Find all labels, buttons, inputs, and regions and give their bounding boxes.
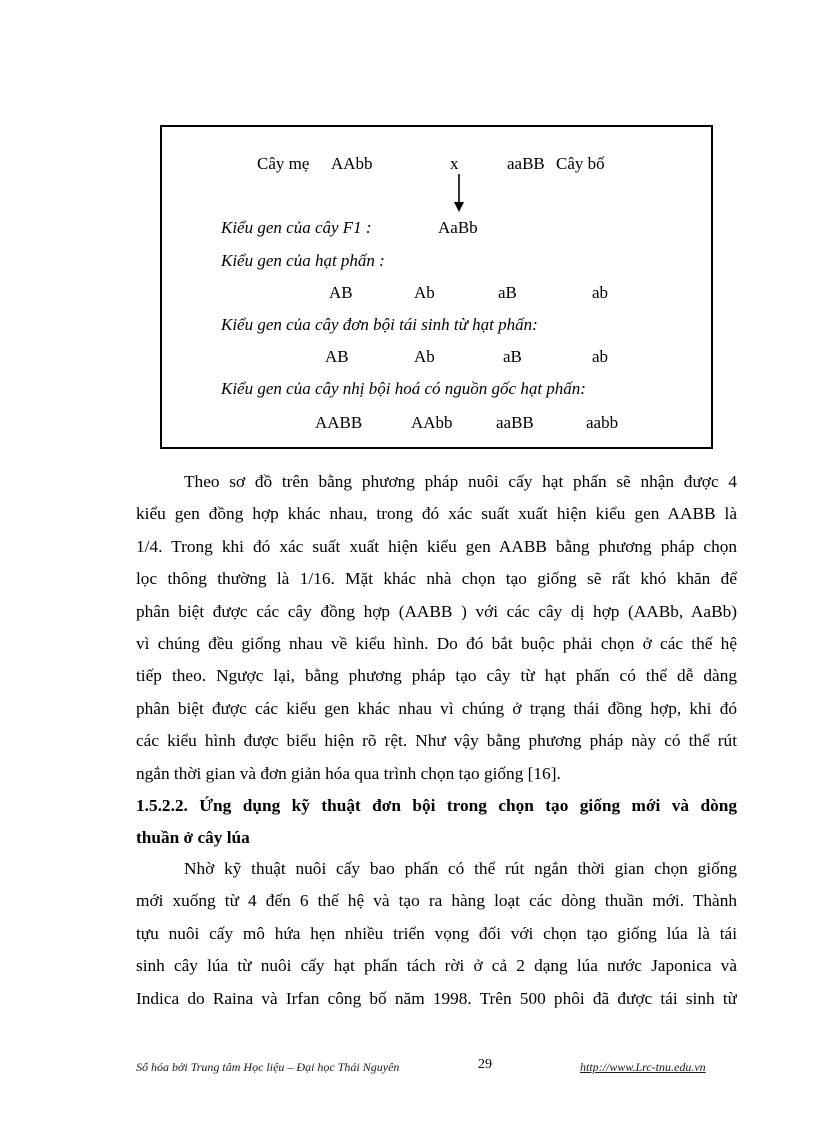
paragraph-anther-culture — [136, 853, 737, 1015]
text-line: 1/4. Trong khi đó xác suất xuất hiện kiểu gen AABB bằng phương pháp chọn — [136, 536, 737, 556]
diploid-genotype: AABB — [315, 413, 363, 432]
footer-link[interactable]: http://www.Lrc-tnu.edu.vn — [580, 1060, 706, 1074]
haploid-genotype: aB — [503, 347, 522, 366]
father-label: Cây bố — [556, 154, 605, 173]
pollen-label: Kiểu gen của hạt phấn : — [221, 251, 385, 270]
diploid-genotype: aabb — [586, 413, 619, 432]
diploid-genotype: AAbb — [411, 413, 453, 432]
text-line: sinh cây lúa từ nuôi cấy hạt phấn tách rời ở cả 2 dạng lúa nước Japonica và — [136, 956, 737, 976]
text-line: phân biệt được các kiểu gen khác nhau vì chúng ở trạng thái đồng hợp, khi đó — [136, 698, 737, 718]
mother-label: Cây mẹ — [257, 154, 310, 173]
text-line: Theo sơ đồ trên bằng phương pháp nuôi cấy hạt phấn sẽ nhận được 4 — [184, 472, 737, 491]
pollen-genotype: AB — [329, 283, 353, 302]
f1-label: Kiểu gen của cây F1 : — [221, 218, 372, 237]
haploid-genotype: Ab — [414, 347, 435, 366]
f1-genotype: AaBb — [438, 218, 478, 237]
diploid-label: Kiểu gen của cây nhị bội hoá có nguồn gốc hạt phấn: — [221, 379, 586, 398]
text-line: phân biệt được các cây đồng hợp (AABB ) với các cây dị hợp (AABb, AaBb) — [136, 601, 737, 621]
text-line: vì chúng đều giống nhau về kiểu hình. Do đó bắt buộc phải chọn ở các thế hệ — [136, 633, 737, 653]
haploid-genotype: AB — [325, 347, 349, 366]
haploid-genotype: ab — [592, 347, 609, 366]
text-line: Nhờ kỹ thuật nuôi cấy bao phấn có thể rút ngắn thời gian chọn giống — [184, 859, 737, 878]
down-arrow-icon — [454, 174, 464, 212]
text-line: các kiểu hình được biểu hiện rõ rệt. Như vậy bằng phương pháp này có thể rút — [136, 731, 737, 751]
mother-genotype: AAbb — [331, 154, 373, 173]
text-line: tiếp theo. Ngược lại, bằng phương pháp tạo cây từ hạt phấn có thể dễ dàng — [136, 666, 737, 686]
diploid-genotype: aaBB — [496, 413, 534, 432]
page-number: 29 — [478, 1057, 492, 1072]
heading-line: thuần ở cây lúa — [136, 828, 250, 848]
pollen-genotype: Ab — [414, 283, 435, 302]
text-line: tựu nuôi cấy mô hứa hẹn nhiều triển vọng đối với chọn tạo giống lúa là tái — [136, 923, 737, 943]
heading-line: 1.5.2.2. Ứng dụng kỹ thuật đơn bội trong chọn tạo giống mới và dòng — [136, 796, 737, 815]
pollen-genotype: aB — [498, 283, 517, 302]
footer-source: Số hóa bởi Trung tâm Học liệu – Đại học Thái Nguyên — [136, 1060, 400, 1074]
text-line: kiểu gen đồng hợp khác nhau, trong đó xác suất xuất hiện kiểu gen AABB là — [136, 504, 737, 524]
pollen-genotype: ab — [592, 283, 609, 302]
section-heading — [136, 790, 737, 855]
father-genotype: aaBB — [507, 154, 545, 173]
genotype-diagram — [160, 125, 713, 449]
haploid-label: Kiểu gen của cây đơn bội tái sinh từ hạt phấn: — [221, 315, 538, 334]
text-line: mới xuống từ 4 đến 6 thế hệ và tạo ra hàng loạt các dòng thuần mới. Thành — [136, 891, 737, 911]
text-line: ngắn thời gian và đơn giản hóa qua trình chọn tạo giống [16]. — [136, 763, 561, 783]
text-line: lọc thông thường là 1/16. Mặt khác nhà chọn tạo giống sẽ rất khó khăn để — [136, 569, 737, 589]
text-line: Indica do Raina và Irfan công bố năm 1998. Trên 500 phôi đã được tái sinh từ — [136, 988, 737, 1008]
cross-symbol: x — [450, 154, 459, 173]
paragraph-pollen-culture — [136, 466, 737, 790]
